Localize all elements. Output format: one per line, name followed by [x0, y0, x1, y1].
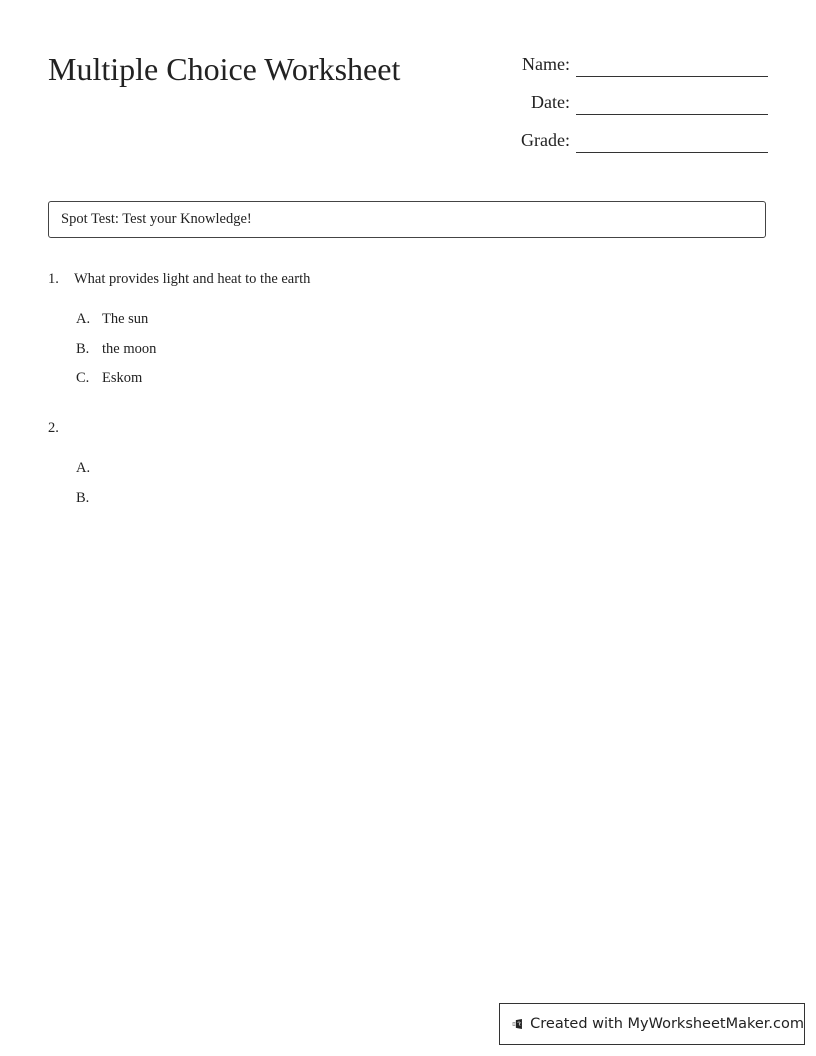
option-letter: B. — [76, 490, 90, 506]
name-label: Name: — [522, 54, 570, 74]
option-text: The sun — [102, 311, 149, 327]
question-number: 2. — [48, 420, 59, 436]
name-field[interactable] — [500, 52, 768, 82]
option-letter: A. — [76, 460, 91, 476]
worksheet-logo-icon — [512, 1013, 524, 1035]
option-letter: A. — [76, 311, 91, 327]
footer-text: Created with MyWorksheetMaker.com — [530, 1016, 804, 1032]
question-number: 1. — [48, 271, 59, 287]
grade-label: Grade: — [521, 130, 570, 150]
date-field[interactable] — [500, 90, 768, 120]
name-input-line[interactable] — [576, 76, 768, 77]
grade-input-line[interactable] — [576, 152, 768, 153]
question-text: What provides light and heat to the earth — [74, 271, 311, 287]
option-text: the moon — [102, 341, 157, 357]
option-letter: B. — [76, 341, 90, 357]
banner-text: Spot Test: Test your Knowledge! — [61, 211, 252, 227]
date-label: Date: — [531, 92, 570, 112]
page-title: Multiple Choice Worksheet — [48, 51, 401, 87]
instructions-banner — [48, 201, 766, 238]
date-input-line[interactable] — [576, 114, 768, 115]
grade-field[interactable] — [500, 128, 768, 158]
option-letter: C. — [76, 370, 90, 386]
footer-badge[interactable] — [499, 1003, 805, 1045]
option-text: Eskom — [102, 370, 143, 386]
